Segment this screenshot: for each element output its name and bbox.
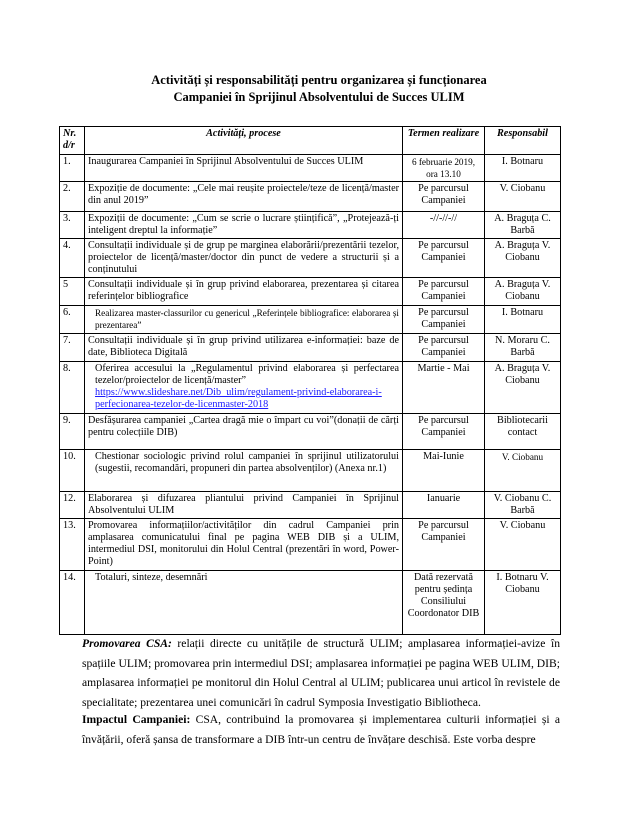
row-responsible: I. Botnaru (485, 306, 561, 334)
table-row (60, 492, 561, 519)
row-responsible: A. Braguța V. Ciobanu (485, 239, 561, 278)
row-activity-cell (85, 362, 403, 414)
table-row (60, 182, 561, 212)
row-responsible: V. Ciobanu (485, 519, 561, 571)
row-responsible: V. Ciobanu (485, 450, 561, 492)
header-nr: Nr. d/r (60, 127, 85, 155)
row-activity: Inaugurarea Campaniei în Sprijinul Absolventului de Succes ULIM (85, 155, 403, 182)
row-activity: Chestionar sociologic privind rolul campaniei în sprijinul utilizatorului (sugestii, recomandări, propuneri din partea absolvenților) (Anexa nr.1) (85, 450, 403, 492)
row-term: Dată rezervată pentru ședința Consiliului Coordonator DIB (403, 571, 485, 635)
row-activity: Elaborarea și difuzarea pliantului privind Campaniei în Sprijinul Absolventului ULIM (85, 492, 403, 519)
title-line-1: Activități și responsabilități pentru organizarea și funcționarea (151, 73, 487, 87)
promotion-lead: Promovarea CSA: (82, 637, 172, 650)
row-responsible: V. Ciobanu C. Barbă (485, 492, 561, 519)
row-responsible: A. Braguța V. Ciobanu (485, 278, 561, 306)
row-term: Pe parcursul Campaniei (403, 414, 485, 450)
header-activity: Activități, procese (85, 127, 403, 155)
row-responsible: Bibliotecarii contact (485, 414, 561, 450)
row-activity: Desfășurarea campaniei „Cartea dragă mie o împart cu voi”(donații de cărți pentru colecțiile DIB) (85, 414, 403, 450)
row-responsible: N. Moraru C. Barbă (485, 334, 561, 362)
row-term: Pe parcursul Campaniei (403, 278, 485, 306)
table-row (60, 155, 561, 182)
row-nr: 12. (60, 492, 85, 519)
title-line-2: Campaniei în Sprijinul Absolventului de Succes ULIM (173, 90, 465, 104)
row-term: -//-//-// (403, 212, 485, 239)
promotion-paragraph (82, 634, 560, 712)
row-term: Martie - Mai (403, 362, 485, 414)
row-nr: 10. (60, 450, 85, 492)
promotion-text: relații directe cu unitățile de structură ULIM; amplasarea informației-avize în spațiile ULIM; promovarea prin intermediul DSI; amplasarea informației pe pagina WEB ULIM, DIB; amplasarea informației pe monitorul din Holul Central al ULIM; publicarea unui articol în revistele de specialitate; prezentarea unei comunicări în cadrul Symposia Investigatio Bibliotheca. (82, 637, 560, 709)
activities-table (59, 126, 561, 635)
row-nr: 13. (60, 519, 85, 571)
row-term: 6 februarie 2019, ora 13.10 (403, 155, 485, 182)
row-term: Pe parcursul Campaniei (403, 519, 485, 571)
header-responsible: Responsabil (485, 127, 561, 155)
row-nr: 9. (60, 414, 85, 450)
row-nr: 6. (60, 306, 85, 334)
row-responsible: I. Botnaru (485, 155, 561, 182)
table-row (60, 239, 561, 278)
impact-lead: Impactul Campaniei: (82, 713, 191, 726)
table-row (60, 519, 561, 571)
row-nr: 14. (60, 571, 85, 635)
row-nr: 8. (60, 362, 85, 414)
table-row (60, 334, 561, 362)
row-nr: 5 (60, 278, 85, 306)
row-term: Ianuarie (403, 492, 485, 519)
row-activity: Consultații individuale și în grup privind utilizarea e-informației: baze de date, Biblioteca Digitală (85, 334, 403, 362)
row-responsible: I. Botnaru V. Ciobanu (485, 571, 561, 635)
row-term: Pe parcursul Campaniei (403, 334, 485, 362)
table-row (60, 306, 561, 334)
header-term: Termen realizare (403, 127, 485, 155)
row-responsible: A. Braguța C. Barbă (485, 212, 561, 239)
table-row (60, 362, 561, 414)
table-row (60, 414, 561, 450)
row-activity: Promovarea informațiilor/activităților din cadrul Campaniei prin amplasarea comunicatului final pe pagina WEB DIB și a ULIM, intermediul DSI, monitorului din Holul Central (prezentări în word, Power-Point) (85, 519, 403, 571)
row-responsible: A. Braguța V. Ciobanu (485, 362, 561, 414)
table-row (60, 450, 561, 492)
row-term: Mai-Iunie (403, 450, 485, 492)
row-activity: Totaluri, sinteze, desemnări (85, 571, 403, 635)
row-activity: Oferirea accesului la „Regulamentul privind elaborarea și perfectarea tezelor/proiectelor de licență/master” (95, 363, 399, 386)
row-nr: 4. (60, 239, 85, 278)
row-activity: Consultații individuale și de grup pe marginea elaborării/prezentării tezelor, proiectelor de licență/master/doctor din punct de vedere a structurii și a conținutului (85, 239, 403, 278)
document-title (0, 72, 638, 106)
row-activity: Realizarea master-classurilor cu genericul „Referințele bibliografice: elaborarea și prezentarea” (85, 306, 403, 334)
row-term: Pe parcursul Campaniei (403, 182, 485, 212)
table-row (60, 571, 561, 635)
row-nr: 7. (60, 334, 85, 362)
row-nr: 3. (60, 212, 85, 239)
row-term: Pe parcursul Campaniei (403, 239, 485, 278)
regulation-link[interactable]: https://www.slideshare.net/Dib_ulim/regulament-privind-elaborarea-i-perfecionarea-tezelor-de-licenmaster-2018 (95, 387, 382, 410)
table-row (60, 278, 561, 306)
row-nr: 1. (60, 155, 85, 182)
row-responsible: V. Ciobanu (485, 182, 561, 212)
impact-text: CSA, contribuind la promovarea și implementarea culturii informației și a învățării, oferă șansa de transformare a DIB într-un centru de învățare deschisă. Este vorba despre (82, 713, 561, 746)
row-activity: Expoziții de documente: „Cum se scrie o lucrare științifică”, „Protejează-ți inteligent dreptul la informație” (85, 212, 403, 239)
row-term: Pe parcursul Campaniei (403, 306, 485, 334)
impact-paragraph (82, 710, 560, 749)
row-nr: 2. (60, 182, 85, 212)
table-row (60, 212, 561, 239)
row-activity: Expoziție de documente: „Cele mai reușite proiectele/teze de licență/master din anul 2019” (85, 182, 403, 212)
row-activity: Consultații individuale și în grup privind elaborarea, prezentarea și citarea referințelor bibliografice (85, 278, 403, 306)
